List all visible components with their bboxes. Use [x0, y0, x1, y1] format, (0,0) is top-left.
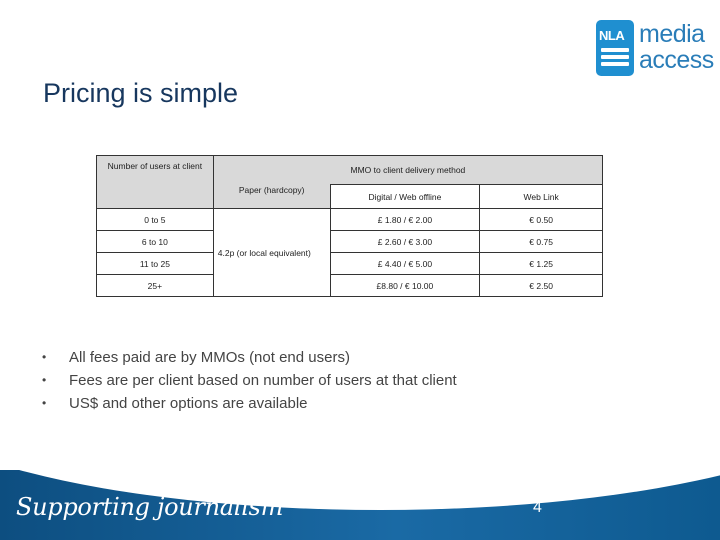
table-row — [97, 253, 603, 275]
weblink-price-cell: € 0.75 — [480, 231, 603, 253]
logo-word-access: access — [639, 46, 714, 74]
paper-price-cell: 4.2p (or local equivalent) — [213, 209, 330, 297]
slide-title: Pricing is simple — [43, 78, 239, 108]
users-cell: 25+ — [97, 275, 214, 297]
bullet-text: All fees paid are by MMOs (not end users) — [69, 349, 350, 366]
digital-price-cell: £ 4.40 / € 5.00 — [330, 253, 480, 275]
bullet-text: US$ and other options are available — [69, 395, 308, 412]
bullet-dot-icon: • — [42, 373, 47, 387]
weblink-price-cell: € 0.50 — [480, 209, 603, 231]
bullet-text: Fees are per client based on number of users at that client — [69, 372, 457, 389]
paper-header: Paper (hardcopy) — [213, 185, 330, 209]
digital-price-cell: £ 2.60 / € 3.00 — [330, 231, 480, 253]
table-row — [97, 209, 603, 231]
digital-header: Digital / Web offline — [330, 185, 480, 209]
weblink-price-cell: € 1.25 — [480, 253, 603, 275]
users-column-header: Number of users at client — [97, 156, 214, 209]
badge-lines-icon — [601, 48, 629, 69]
weblink-header: Web Link — [480, 185, 603, 209]
digital-price-cell: £ 1.80 / € 2.00 — [330, 209, 480, 231]
weblink-price-cell: € 2.50 — [480, 275, 603, 297]
footer-tagline: Supporting journalism — [16, 493, 284, 521]
nla-badge — [596, 20, 634, 76]
users-cell: 0 to 5 — [97, 209, 214, 231]
logo-word-media: media — [639, 20, 705, 48]
footer-banner — [0, 470, 720, 540]
page-number: 4 — [533, 499, 542, 516]
table-row — [97, 231, 603, 253]
delivery-method-header: MMO to client delivery method — [213, 156, 602, 185]
nla-media-access-logo — [596, 20, 714, 78]
nla-badge-text: NLA — [599, 28, 625, 43]
pricing-table — [96, 155, 603, 297]
bullet-dot-icon: • — [42, 396, 47, 410]
users-cell: 6 to 10 — [97, 231, 214, 253]
users-cell: 11 to 25 — [97, 253, 214, 275]
table-row — [97, 275, 603, 297]
bullet-dot-icon: • — [42, 350, 47, 364]
digital-price-cell: £8.80 / € 10.00 — [330, 275, 480, 297]
